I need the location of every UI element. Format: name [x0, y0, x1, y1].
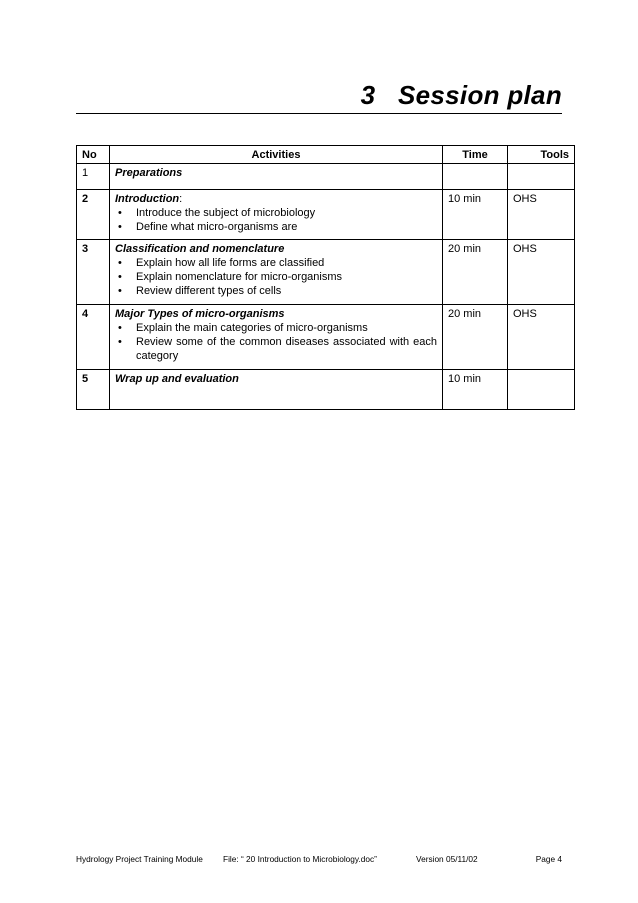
row-activity: [110, 370, 443, 410]
footer-version: Version 05/11/02: [416, 854, 478, 864]
row-tools: [508, 164, 575, 190]
page-title: [0, 80, 562, 111]
table-header-row: [77, 146, 575, 164]
list-item: • Define what micro-organisms are: [115, 220, 437, 234]
header-time: Time: [443, 146, 508, 164]
section-number: 3: [360, 80, 376, 110]
activity-title: Classification and nomenclature: [115, 243, 285, 255]
row-activity: [110, 164, 443, 190]
activity-title-suffix: :: [179, 193, 183, 205]
row-number: 1: [77, 164, 110, 190]
activity-bullets: [115, 321, 437, 363]
row-tools: [508, 370, 575, 410]
list-item: • Review some of the common diseases associated with each category: [115, 335, 437, 363]
footer-module: Hydrology Project Training Module: [76, 854, 203, 864]
table-row: [77, 190, 575, 240]
row-time: 20 min: [443, 240, 508, 305]
row-number: 5: [77, 370, 110, 410]
row-tools: OHS: [508, 240, 575, 305]
row-tools: OHS: [508, 190, 575, 240]
activity-title: Introduction: [115, 193, 180, 205]
activity-bullets: [115, 206, 437, 234]
footer-file: File: “ 20 Introduction to Microbiology.doc”: [223, 854, 377, 864]
activity-title: Wrap up and evaluation: [115, 373, 239, 385]
row-activity: [110, 305, 443, 370]
list-item: • Explain nomenclature for micro-organisms: [115, 270, 437, 284]
header-no: No: [77, 146, 110, 164]
header-activities: Activities: [110, 146, 443, 164]
session-plan-table: [76, 145, 575, 410]
row-tools: OHS: [508, 305, 575, 370]
section-title: Session plan: [398, 80, 562, 110]
row-time: [443, 164, 508, 190]
row-time: 20 min: [443, 305, 508, 370]
row-activity: [110, 190, 443, 240]
row-number: 3: [77, 240, 110, 305]
row-time: 10 min: [443, 370, 508, 410]
list-item: • Explain how all life forms are classified: [115, 256, 437, 270]
list-item: • Explain the main categories of micro-organisms: [115, 321, 437, 335]
table-row: [77, 164, 575, 190]
list-item: • Review different types of cells: [115, 284, 437, 298]
row-number: 4: [77, 305, 110, 370]
activity-title: Preparations: [115, 167, 183, 179]
header-tools: Tools: [508, 146, 575, 164]
title-rule: [76, 113, 562, 114]
footer-page-number: Page 4: [535, 854, 562, 864]
list-item: • Introduce the subject of microbiology: [115, 206, 437, 220]
row-number: 2: [77, 190, 110, 240]
activity-bullets: [115, 256, 437, 298]
table-row: [77, 240, 575, 305]
table-row: [77, 370, 575, 410]
row-activity: [110, 240, 443, 305]
activity-title: Major Types of micro-organisms: [115, 308, 285, 320]
row-time: 10 min: [443, 190, 508, 240]
table-row: [77, 305, 575, 370]
